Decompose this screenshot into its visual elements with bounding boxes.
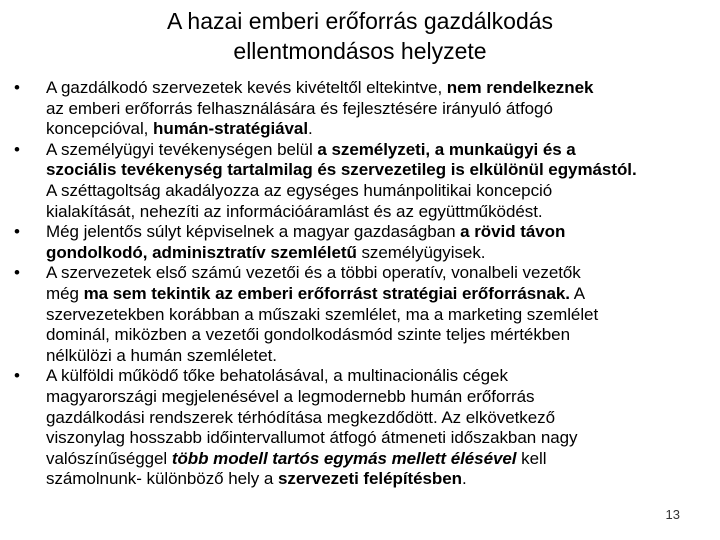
bullet-1-line-1 [46, 78, 700, 99]
emphasis-text: a rövid távon [460, 222, 566, 242]
text-run: A személyügyi tevékenységen belül [46, 139, 318, 159]
bullet-5-line-4: viszonylag hosszabb időintervallumot átfogó átmeneti időszakban nagy [46, 428, 578, 448]
bullet-2-line-1 [46, 140, 700, 161]
text-run: Még jelentős súlyt képviselnek a magyar gazdaságban [46, 222, 461, 242]
emphasis-text: ma sem tekintik az emberi erőforrást stratégiai erőforrásnak. [83, 283, 570, 303]
bullet-1-line-2: az emberi erőforrás felhasználására és fejlesztésére irányuló átfogó [46, 98, 553, 118]
bullet-3-line-2 [46, 243, 700, 264]
bullet-4-line-4: dominál, miközben a vezetői gondolkodásmód szinte teljes mértékben [46, 325, 570, 345]
bullet-item-5 [14, 366, 700, 490]
text-run: . [462, 469, 467, 489]
emphasis-italic-text: több modell tartós egymás mellett élésével [171, 448, 517, 468]
bullet-1-line-3 [46, 119, 700, 140]
bullet-list [14, 78, 700, 490]
text-run: valószínűséggel [46, 448, 172, 468]
bullet-item-2 [14, 140, 700, 222]
bullet-5-line-6 [46, 469, 700, 490]
bullet-item-1 [14, 78, 700, 140]
bullet-5-line-1: • A külföldi működő tőke behatolásával, a multinacionális cégek [46, 366, 508, 386]
bullet-5-line-5 [46, 449, 700, 470]
title-line-1: A hazai emberi erőforrás gazdálkodás [166, 8, 554, 34]
bullet-3-line-1 [46, 222, 700, 243]
text-run: számolnunk- különböző hely a [46, 469, 278, 489]
emphasis-text: nem rendelkeznek [446, 78, 594, 97]
bullet-item-3 [14, 222, 700, 263]
text-run: . [308, 119, 313, 139]
bullet-4-line-1: • A szervezetek első számú vezetői és a többi operatív, vonalbeli vezetők [46, 263, 581, 283]
bullet-5-line-2: magyarországi megjelenésével a legmodernebb humán erőforrás [46, 386, 535, 406]
emphasis-text: szervezeti felépítésben [277, 469, 463, 489]
bullet-4-line-2 [46, 284, 700, 305]
text-run: A gazdálkodó szervezetek kevés kivételtől eltekintve, [46, 78, 447, 97]
emphasis-text: szociális tevékenység tartalmilag és szervezetileg is elkülönül egymástól. [46, 160, 637, 180]
bullet-2-line-3: A széttagoltság akadályozza az egységes humánpolitikai koncepció [46, 180, 553, 200]
bullet-item-4 [14, 263, 700, 366]
emphasis-text: humán-stratégiával [153, 119, 309, 139]
emphasis-text: gondolkodó, adminisztratív szemléletű [46, 242, 357, 262]
text-run: kell [516, 448, 547, 468]
text-run: személyügyisek. [356, 242, 486, 262]
text-run: még [46, 283, 84, 303]
text-run: A [569, 283, 585, 303]
bullet-2-line-4: kialakítását, nehezíti az információáramlást és az együttműködést. [46, 201, 543, 221]
bullet-2-line-2 [46, 160, 700, 181]
bullet-4-line-5: nélkülözi a humán szemléletet. [46, 345, 277, 365]
text-run: koncepcióval, [46, 119, 154, 139]
slide-title [80, 6, 640, 66]
bullet-4-line-3: szervezetekben korábban a műszaki szemlélet, ma a marketing szemlélet [46, 304, 599, 324]
title-line-2: ellentmondásos helyzete [233, 38, 487, 64]
page-number: 13 [665, 507, 680, 522]
bullet-5-line-3: gazdálkodási rendszerek térhódítása megkezdődött. Az elkövetkező [46, 407, 555, 427]
emphasis-text: a személyzeti, a munkaügyi és a [317, 139, 576, 159]
